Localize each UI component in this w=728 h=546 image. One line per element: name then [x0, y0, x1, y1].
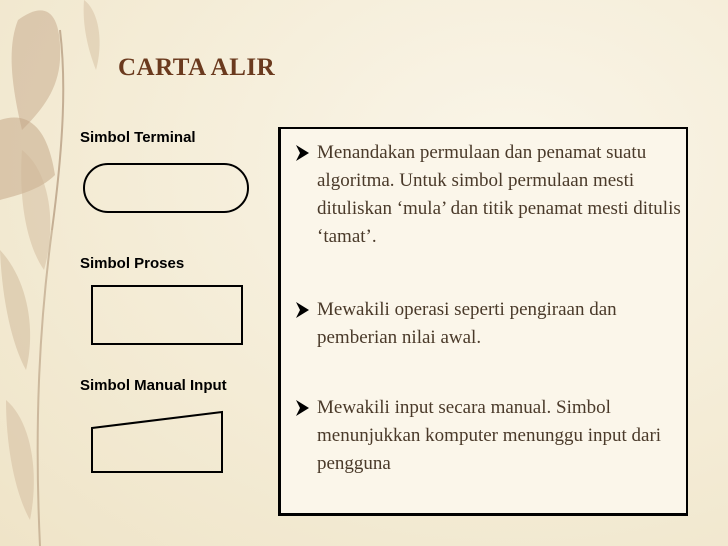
- arrowhead-bullet-icon: [293, 143, 313, 163]
- symbol-manual-input-label: Simbol Manual Input: [80, 377, 227, 394]
- process-shape-icon: [90, 284, 244, 346]
- description-text: Menandakan permulaan dan penamat suatu algoritma. Untuk simbol permulaan mesti dituliskan ‘mula’ dan titik penamat mesti ditulis ‘tamat’.: [317, 142, 681, 247]
- page-title: CARTA ALIR: [118, 54, 276, 81]
- description-text: Mewakili input secara manual. Simbol menunjukkan komputer menunggu input dari pengguna: [317, 397, 662, 474]
- list-item: [293, 296, 681, 352]
- symbol-process-label: Simbol Proses: [80, 255, 185, 272]
- symbol-terminal-label: Simbol Terminal: [80, 129, 196, 146]
- description-text: Mewakili operasi seperti pengiraan dan pemberian nilai awal.: [317, 299, 617, 348]
- arrowhead-bullet-icon: [293, 398, 313, 418]
- list-item: [293, 394, 681, 478]
- manual-input-shape-icon: [88, 408, 228, 476]
- list-item: [293, 139, 681, 251]
- arrowhead-bullet-icon: [293, 300, 313, 320]
- description-box: [278, 127, 688, 516]
- terminal-shape-icon: [82, 162, 252, 214]
